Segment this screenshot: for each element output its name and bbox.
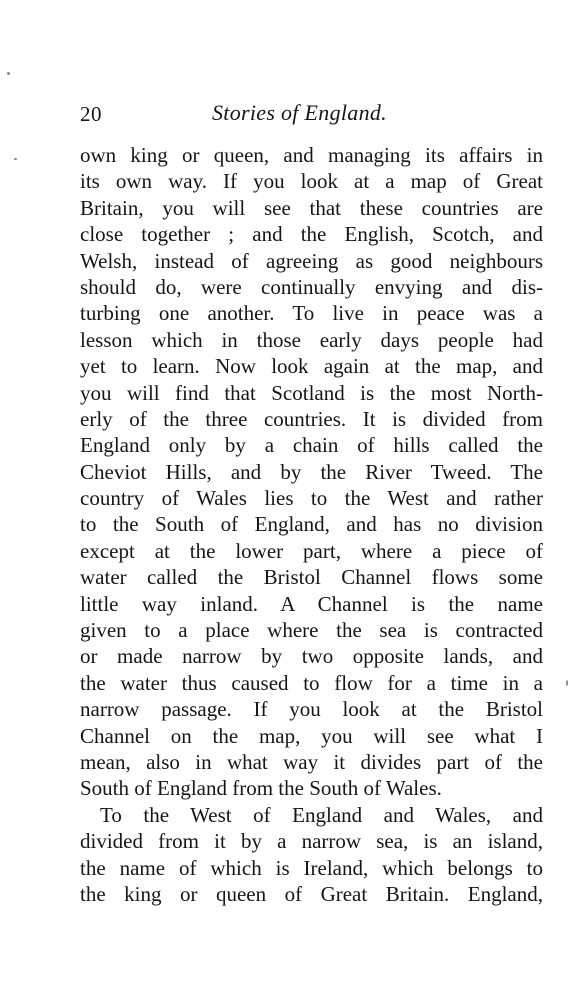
body-text (80, 142, 543, 907)
text-line: little way inland. A Channel is the name (80, 591, 543, 616)
text-line: Cheviot Hills, and by the River Tweed. The (80, 459, 543, 484)
text-line: To the West of England and Wales, and (100, 802, 543, 827)
page-header (80, 100, 540, 132)
text-line: South of England from the South of Wales. (80, 776, 442, 801)
running-title: Stories of England. (212, 100, 387, 125)
text-line: narrow passage. If you look at the Bristol (80, 697, 543, 722)
text-line: should do, were continually envying and dis- (80, 274, 543, 299)
text-line: country of Wales lies to the West and rather (80, 486, 543, 511)
text-line: or made narrow by two opposite lands, and (80, 644, 543, 669)
text-line: water called the Bristol Channel flows some (80, 565, 543, 590)
text-line: you will find that Scotland is the most North- (80, 380, 543, 405)
text-line: except at the lower part, where a piece of (80, 538, 543, 563)
text-line: turbing one another. To live in peace was a (80, 301, 543, 326)
text-line: own king or queen, and managing its affairs in (80, 143, 543, 167)
paper-speck (566, 680, 568, 686)
text-line: erly of the three countries. It is divided from (80, 406, 543, 431)
text-line: the water thus caused to flow for a time in a (80, 670, 543, 695)
text-line: yet to learn. Now look again at the map, and (80, 354, 543, 379)
text-line: lesson which in those early days people had (80, 327, 543, 352)
text-line: mean, also in what way it divides part of the (80, 749, 543, 774)
text-line: given to a place where the sea is contracted (80, 618, 543, 643)
text-line: Channel on the map, you will see what I (80, 723, 543, 748)
text-line: Britain, you will see that these countries are (80, 195, 543, 220)
paper-speck (14, 158, 17, 160)
text-line: the king or queen of Great Britain. England, (80, 881, 543, 906)
page-number: 20 (80, 102, 102, 126)
text-line: its own way. If you look at a map of Great (80, 169, 543, 194)
paper-speck (7, 72, 10, 75)
text-line: the name of which is Ireland, which belongs to (80, 855, 543, 880)
text-line: close together ; and the English, Scotch, and (80, 222, 543, 247)
text-line: Welsh, instead of agreeing as good neighbours (80, 248, 543, 273)
text-line: England only by a chain of hills called the (80, 433, 543, 458)
text-line: to the South of England, and has no division (80, 512, 543, 537)
text-line: divided from it by a narrow sea, is an island, (80, 829, 543, 854)
